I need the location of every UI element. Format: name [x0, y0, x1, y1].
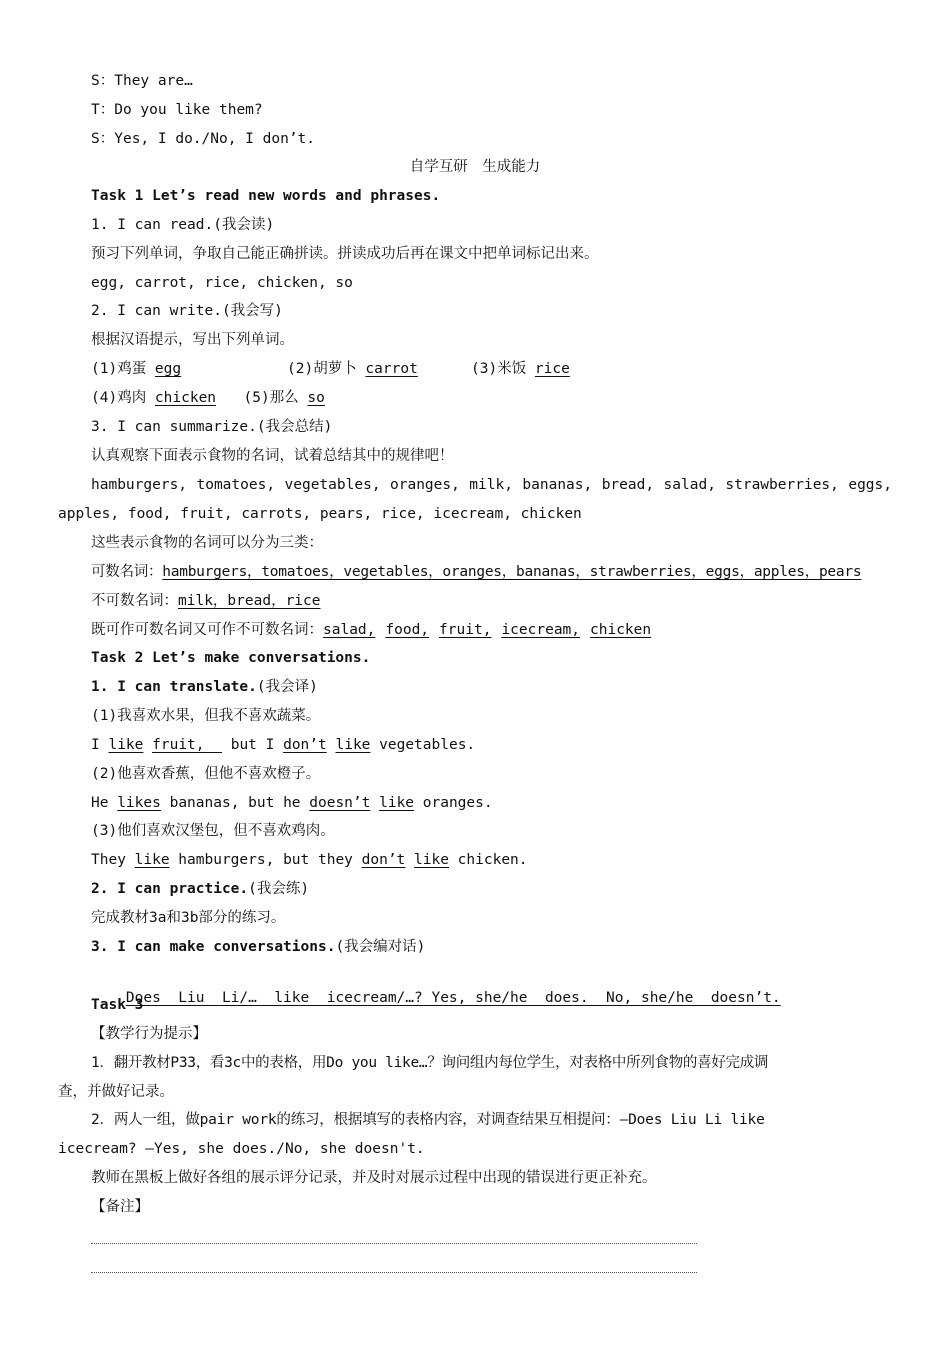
- answer-blank: carrot: [365, 361, 418, 377]
- read-heading: 1. I can read.(我会读): [91, 217, 275, 233]
- section-title: 自学互研 生成能力: [409, 159, 541, 175]
- answer-blank: salad, food, fruit, icecream, chicken: [323, 622, 652, 638]
- answer-blank: like: [108, 737, 144, 753]
- notes-line: [91, 1243, 697, 1244]
- hint-paragraph: 2．两人一组，做pair work的练习，根据填写的表格内容，对调查结果互相提问：—Does Liu Li like: [91, 1112, 765, 1128]
- write-item: (5)那么 so: [243, 390, 325, 406]
- answer-blank: doesn’t: [309, 795, 371, 811]
- answer-blank: like: [335, 737, 371, 753]
- hint-paragraph: 1．翻开教材P33，看3c中的表格，用Do you like…？询问组内每位学生，对表格中所列食物的喜好完成调: [91, 1055, 769, 1071]
- answer-blank: fruit,: [152, 737, 205, 753]
- teaching-hint-heading: 【教学行为提示】: [91, 1026, 207, 1042]
- write-item: (2)胡萝卜 carrot: [287, 361, 418, 377]
- dialogue-line: S：Yes, I do./No, I don’t.: [91, 131, 316, 147]
- answer-blank: likes: [117, 795, 161, 811]
- read-words: egg, carrot, rice, chicken, so: [91, 275, 353, 291]
- food-list-line: apples, food, fruit, carrots, pears, rice, icecream, chicken: [58, 506, 582, 522]
- conversation-heading: 3. I can make conversations.(我会编对话): [91, 939, 426, 955]
- summarize-instruction: 认真观察下面表示食物的名词，试着总结其中的规律吧！: [91, 448, 454, 464]
- answer-blank: don’t: [361, 852, 406, 868]
- teacher-note: 教师在黑板上做好各组的展示评分记录，并及时对展示过程中出现的错误进行更正补充。: [91, 1170, 657, 1186]
- translate-answer: They like hamburgers, but they don’t like chicken.: [91, 852, 528, 868]
- notes-line: [91, 1272, 697, 1273]
- write-item: (4)鸡肉 chicken: [91, 390, 217, 406]
- hint-paragraph: icecream? —Yes, she does./No, she doesn't.: [58, 1141, 425, 1157]
- write-items-row-2: [91, 387, 892, 409]
- task2-title: Task 2 Let’s make conversations.: [91, 650, 371, 666]
- write-instruction: 根据汉语提示，写出下列单词。: [91, 332, 294, 348]
- translate-prompt: (2)他喜欢香蕉，但他不喜欢橙子。: [91, 766, 321, 782]
- uncountable-line: 不可数名词：milk，bread，rice: [91, 593, 321, 609]
- translate-answer: He likes bananas, but he doesn’t like oranges.: [91, 795, 493, 811]
- answer-blank: milk，bread，rice: [178, 593, 321, 609]
- read-instruction: 预习下列单词，争取自己能正确拼读。拼读成功后再在课文中把单词标记出来。: [91, 246, 599, 262]
- translate-heading: 1. I can translate.(我会译): [91, 679, 318, 695]
- summarize-heading: 3. I can summarize.(我会总结): [91, 419, 333, 435]
- write-item: (3)米饭 rice: [471, 361, 570, 377]
- answer-blank: rice: [534, 361, 570, 377]
- answer-blank: hamburgers，tomatoes，vegetables，oranges，bananas，strawberries，eggs，apples，pears: [162, 564, 862, 580]
- notes-heading: 【备注】: [91, 1199, 149, 1215]
- translate-answer: I like fruit, but I don’t like vegetables.: [91, 737, 476, 753]
- translate-prompt: (1)我喜欢水果，但我不喜欢蔬菜。: [91, 708, 321, 724]
- translate-prompt: (3)他们喜欢汉堡包，但不喜欢鸡肉。: [91, 823, 335, 839]
- answer-blank: like: [379, 795, 415, 811]
- dialogue-line: T：Do you like them?: [91, 102, 263, 118]
- write-item: (1)鸡蛋 egg: [91, 361, 182, 377]
- hint-paragraph: 查，并做好记录。: [58, 1084, 174, 1100]
- countable-line: 可数名词：hamburgers，tomatoes，vegetables，oranges，bananas，strawberries，eggs，apples，pears: [91, 564, 862, 580]
- both-line: 既可作可数名词又可作不可数名词：salad, food, fruit, icecream, chicken: [91, 622, 652, 638]
- answer-blank: Does Liu Li/… like icecream/…? Yes, she/he does. No, she/he doesn’t.: [125, 990, 781, 1006]
- answer-blank: like: [134, 852, 170, 868]
- task3-title: Task 3: [91, 997, 144, 1013]
- food-list-line: hamburgers, tomatoes, vegetables, oranges, milk, bananas, bread, salad, strawberries, eggs,: [91, 477, 892, 493]
- categories-intro: 这些表示食物的名词可以分为三类：: [91, 535, 323, 551]
- task1-title: Task 1 Let’s read new words and phrases.: [91, 188, 441, 204]
- answer-blank: like: [414, 852, 449, 868]
- practice-heading: 2. I can practice.(我会练): [91, 881, 310, 897]
- answer-blank: chicken: [154, 390, 217, 406]
- dialogue-line: S：They are…: [91, 73, 193, 89]
- answer-blank: so: [307, 390, 325, 406]
- answer-blank: egg: [154, 361, 182, 377]
- write-heading: 2. I can write.(我会写): [91, 303, 283, 319]
- answer-blank: don’t: [283, 737, 327, 753]
- practice-instruction: 完成教材3a和3b部分的练习。: [91, 910, 286, 926]
